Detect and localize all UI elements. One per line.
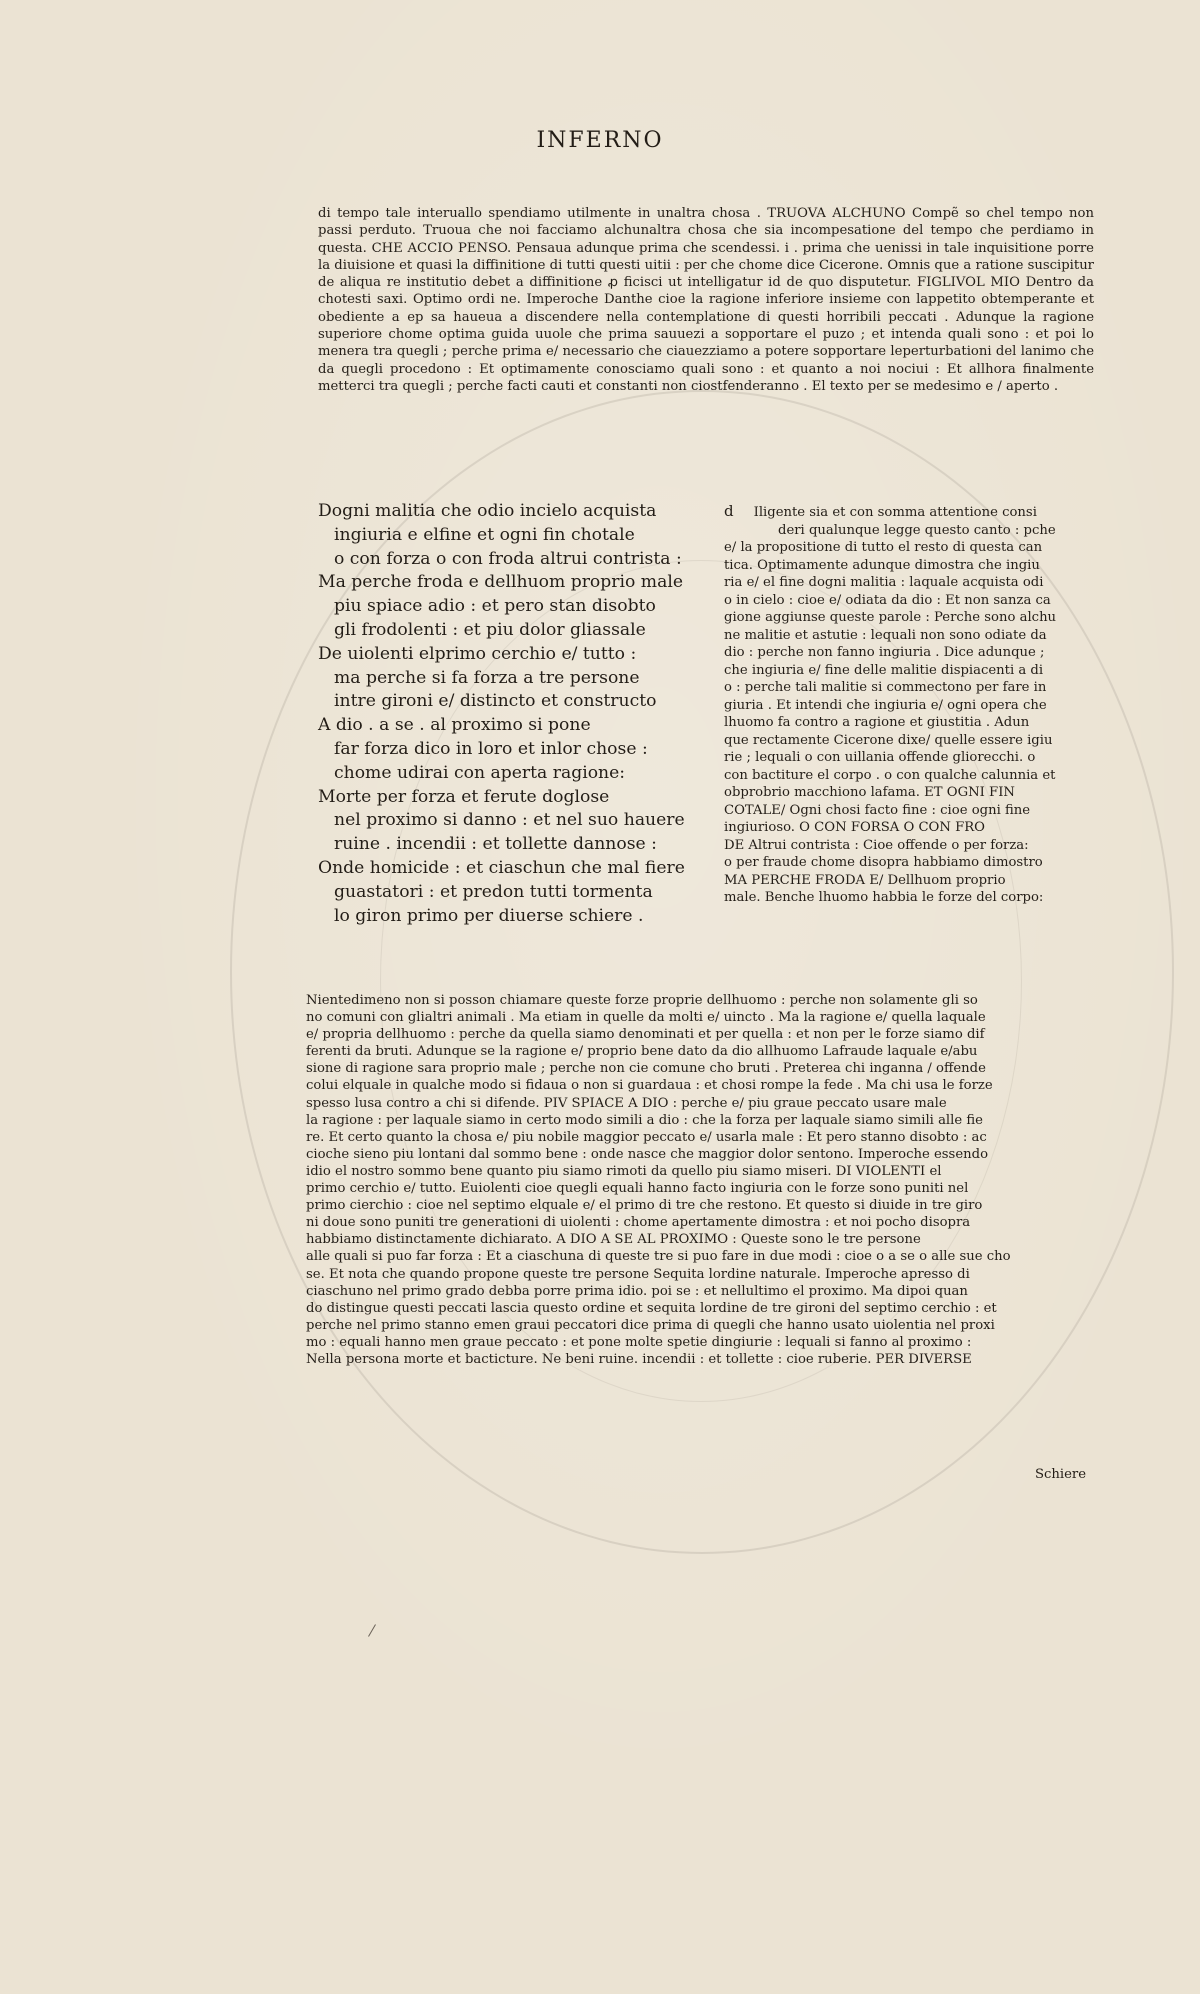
gloss-line: o : perche tali malitie si commectono per fare in [724, 680, 1047, 695]
gloss-line: que rectamente Cicerone dixe/ quelle essere igiu [724, 732, 1053, 748]
verse-line: Ma perche froda e dellhuom proprio male [318, 572, 684, 593]
gloss-line: ne malitie et astutie : lequali non sono odiate da [724, 627, 1047, 643]
verse-line: ingiuria e elfine et ogni fin chotale [334, 524, 635, 545]
gloss-line: o in cielo : cioe e/ odiata da dio : Et non sanza ca [724, 592, 1051, 608]
body-line: cioche sieno piu lontani dal sommo bene : onde nasce che maggior dolor sentono. Imperoche essendo [306, 1146, 989, 1162]
gloss-line: con bactiture el corpo . o con qualche calunnia et [724, 767, 1056, 783]
body-line: la ragione : per laquale siamo in certo modo simili a dio : che la forza per laquale siamo simili alle fie [306, 1112, 983, 1128]
gloss-first-line [724, 503, 1096, 522]
verse-line: ruine . incendii : et tollette dannose : [334, 834, 657, 855]
gloss-line: ria e/ el fine dogni malitia : laquale acquista odi [724, 575, 1044, 590]
gloss-line: dio : perche non fanno ingiuria . Dice adunque ; [724, 645, 1045, 660]
body-line: ciaschuno nel primo grado debba porre prima idio. poi se : et nellultimo el proximo. Ma dipoi quan [306, 1283, 968, 1299]
body-line: e/ propria dellhuomo : perche da quella siamo denominati et per quella : et non per le forze siamo dif [306, 1027, 985, 1043]
body-line: re. Et certo quanto la chosa e/ piu nobile maggior peccato e/ usarla male : Et pero stanno disobto : ac [306, 1129, 987, 1145]
body-commentary [306, 992, 1096, 1368]
gloss-line: rie ; lequali o con uillania offende gliorecchi. o [724, 750, 1036, 765]
gloss-line: MA PERCHE FRODA E/ Dellhuom proprio [724, 872, 1006, 888]
gloss-column [724, 503, 1096, 907]
body-line: no comuni con glialtri animali . Ma etiam in quelle da molti e/ uincto . Ma la ragione e/ quella laquale [306, 1010, 986, 1026]
gloss-line: DE Altrui contrista : Cioe offende o per forza: [724, 837, 1029, 853]
gloss-line: gione aggiunse queste parole : Perche sono alchu [724, 610, 1057, 625]
body-line: idio el nostro sommo bene quanto piu siamo rimoti da quello piu siamo miseri. DI VIOLENTI el [306, 1163, 942, 1179]
gloss-line: COTALE/ Ogni chosi facto fine : cioe ogni fine [724, 802, 1031, 818]
verse-line: A dio . a se . al proximo si pone [318, 715, 591, 736]
gloss-line: lhuomo fa contro a ragione et giustitia . Adun [724, 715, 1030, 730]
catchword: Schiere [1035, 1467, 1087, 1482]
gloss-line: male. Benche lhuomo habbia le forze del corpo: [724, 890, 1044, 905]
pen-mark [368, 1624, 376, 1637]
body-line: Nella persona morte et bacticture. Ne beni ruine. incendii : et tollette : cioe ruberie. PER DIVERSE [306, 1351, 972, 1367]
gloss-line: giuria . Et intendi che ingiuria e/ ogni opera che [724, 697, 1047, 713]
body-line: ferenti da bruti. Adunque se la ragione e/ proprio bene dato da dio allhuomo Lafraude laquale e/abu [306, 1044, 978, 1060]
body-line: spesso lusa contro a chi si difende. PIV SPIACE A DIO : perche e/ piu graue peccato usare male [306, 1095, 947, 1111]
gloss-line: deri qualunque legge questo canto : pche [778, 522, 1056, 538]
body-line: habbiamo distinctamente dichiarato. A DIO A SE AL PROXIMO : Queste sono le tre persone [306, 1232, 921, 1248]
verse-line: o con forza o con froda altrui contrista : [334, 548, 682, 569]
verse-line: gli frodolenti : et piu dolor gliassale [334, 619, 646, 640]
body-line: Nientedimeno non si posson chiamare queste forze proprie dellhuomo : perche non solamente gli so [306, 993, 978, 1008]
body-line: sione di ragione sara proprio male ; perche non cie comune cho bruti . Preterea chi inganna / offende [306, 1061, 986, 1077]
gloss-initial-letter: d [724, 503, 734, 520]
verse-line: ma perche si fa forza a tre persone [334, 667, 640, 688]
body-line: do distingue questi peccati lascia questo ordine et sequita lordine de tre gironi del septimo cerchio : et [306, 1300, 997, 1316]
running-title: INFERNO [536, 128, 664, 153]
body-line: perche nel primo stanno emen graui peccatori dice prima di quegli che hanno usato uiolentia nel proxi [306, 1317, 995, 1333]
body-line: colui elquale in qualche modo si fidaua o non si guardaua : et chosi rompe la fede . Ma chi usa le forze [306, 1078, 993, 1094]
verse-line: intre gironi e/ distincto et constructo [334, 691, 657, 712]
verse-line: chome udirai con aperta ragione: [334, 762, 626, 783]
gloss-line: che ingiuria e/ fine delle malitie dispiacenti a di [724, 662, 1044, 678]
verse-column [318, 500, 710, 928]
intro-commentary: di tempo tale interuallo spendiamo utilmente in unaltra chosa . TRUOVA ALCHUNO Compẽ so chel tempo non passi perduto. Truoua che noi facciamo alchunaltra chosa che sia incompesatione del tempo che perdiamo in questa. CHE ACCIO PENSO. Pensaua adunque prima che scendessi. i . prima che uenissi in tale inquisitione porre la diuisione et quasi la diffinitione di tutti questi uitii : per che chome dice Cicerone. Omnis que a ratione suscipitur de aliqua re institutio debet a diffinitione ꝓ ficisci ut intelligatur id de quo disputetur. FIGLIVOL MIO Dentro da chotesti saxi. Optimo ordi ne. Imperoche Danthe cioe la ragione inferiore insieme con lappetito obtemperante et obediente a ep sa haueua a discendere nella contemplatione di questi horribili peccati . Adunque la ragione superiore chome optima guida uuole che prima sauuezi a sopportare el puzo ; et intenda quali sono : et poi lo menera tra quegli ; perche prima e/ necessario che ciauezziamo a potere sopportare leperturbationi del lanimo che da quegli procedono : Et optimamente conosciamo quali sono : et quanto a noi nociui : Et allhora finalmente metterci tra quegli ; perche facti cauti et constanti non ciostfenderanno . El texto per se medesimo e / aperto . [318, 206, 1094, 394]
verse-line: Dogni malitia che odio incielo acquista [318, 501, 657, 521]
verse-line: far forza dico in loro et inlor chose : [334, 738, 648, 759]
body-line: primo cierchio : cioe nel septimo elquale e/ el primo di tre che restono. Et questo si diuide in tre giro [306, 1198, 983, 1214]
verse-line: De uiolenti elprimo cerchio e/ tutto : [318, 643, 637, 664]
verse-line: guastatori : et predon tutti tormenta [334, 881, 653, 902]
verse-line: Morte per forza et ferute doglose [318, 786, 610, 807]
body-line: primo cerchio e/ tutto. Euiolenti cioe quegli equali hanno facto ingiuria con le forze sono puniti nel [306, 1181, 969, 1197]
verse-line: nel proximo si danno : et nel suo hauere [334, 810, 685, 831]
body-line: mo : equali hanno men graue peccato : et pone molte spetie dingiurie : lequali si fanno al proximo : [306, 1334, 972, 1350]
body-line: se. Et nota che quando propone queste tre persone Sequita lordine naturale. Imperoche apresso di [306, 1266, 970, 1282]
body-line: ni doue sono puniti tre generationi di uiolenti : chome apertamente dimostra : et noi pocho disopra [306, 1215, 971, 1231]
verse-line: lo giron primo per diuerse schiere . [334, 905, 644, 926]
body-line: alle quali si puo far forza : Et a ciaschuna di queste tre si puo fare in due modi : cioe o a se o alle sue cho [306, 1249, 1011, 1265]
gloss-line: e/ la propositione di tutto el resto di questa can [724, 540, 1043, 555]
gloss-line: tica. Optimamente adunque dimostra che ingiu [724, 557, 1040, 573]
gloss-line: ingiurioso. O CON FORSA O CON FRO [724, 820, 985, 835]
verse-line: Onde homicide : et ciaschun che mal fiere [318, 857, 685, 878]
verse-line: piu spiace adio : et pero stan disobto [334, 596, 656, 617]
gloss-line: o per fraude chome disopra habbiamo dimostro [724, 855, 1043, 870]
gloss-line: obprobrio macchiono lafama. ET OGNI FIN [724, 785, 1015, 800]
gloss-line: Iligente sia et con somma attentione consi [753, 505, 1037, 520]
